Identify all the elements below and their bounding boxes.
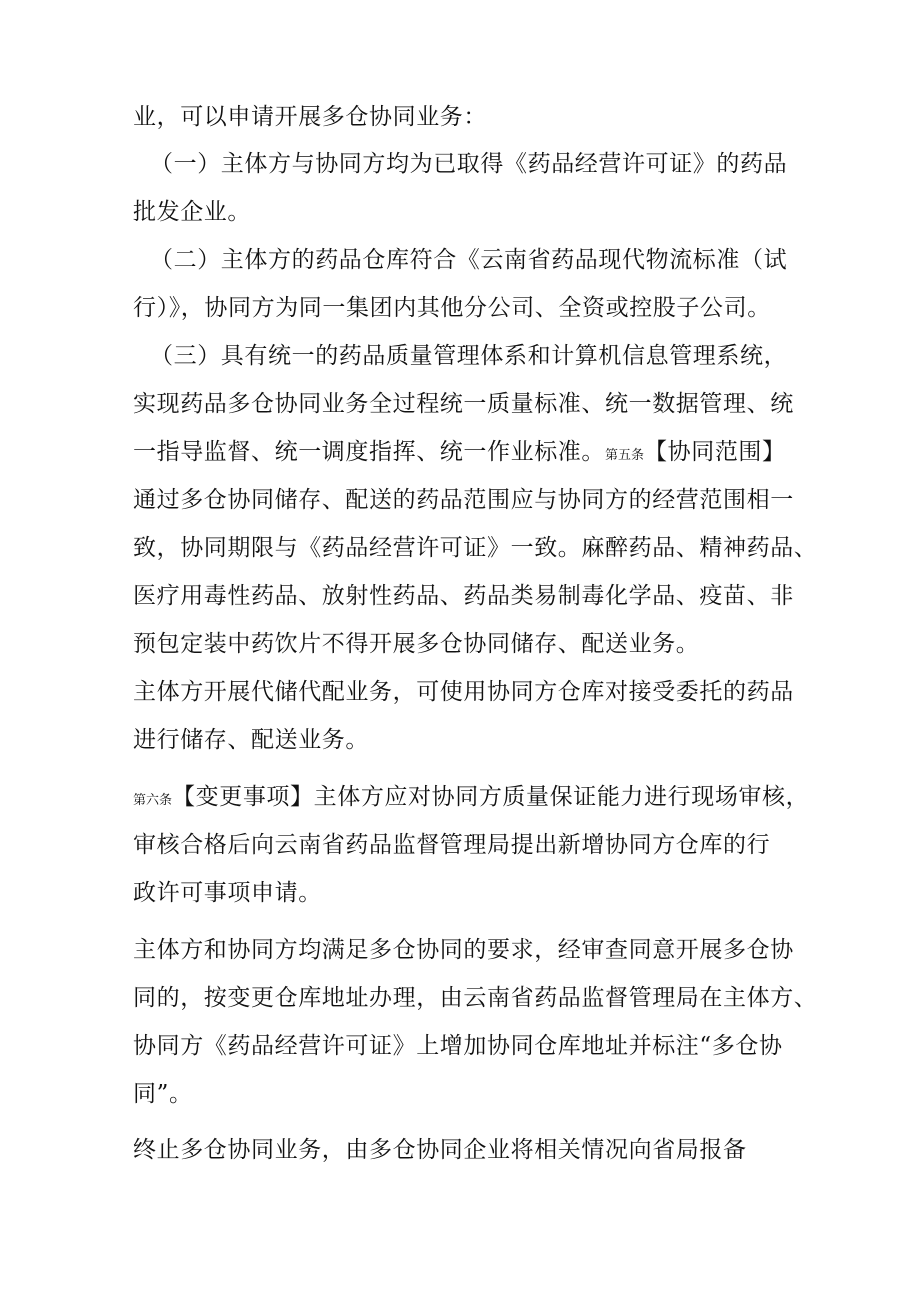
text-line: 协同方《药品经营许可证》上增加协同仓库地址并标注“多仓协 <box>133 1033 783 1059</box>
text-line: 审核合格后向云南省药品监督管理局提出新增协同方仓库的行 <box>133 832 771 858</box>
text-line: 医疗用毒性药品、放射性药品、药品类易制毒化学品、疫苗、非 <box>133 583 794 609</box>
text-line: 行）》，协同方为同一集团内其他分公司、全资或控股子公司。 <box>133 295 771 321</box>
text-line: 主体方开展代储代配业务，可使用协同方仓库对接受委托的药品 <box>133 679 794 705</box>
text-line-with-article <box>133 437 786 471</box>
text-line: 终止多仓协同业务，由多仓协同企业将相关情况向省局报备 <box>133 1137 747 1163</box>
article-six-label: 第六条 <box>133 793 173 808</box>
text-line: 主体方和协同方均满足多仓协同的要求，经审查同意开展多仓协 <box>133 937 794 963</box>
clause-three-line: （三）具有统一的药品质量管理体系和计算机信息管理系统， <box>150 343 788 369</box>
text-segment: 一指导监督、统一调度指挥、统一作业标准。 <box>133 439 605 465</box>
text-line: 批发企业。 <box>133 199 251 225</box>
text-line-with-article <box>133 782 809 816</box>
text-line: 预包定装中药饮片不得开展多仓协同储存、配送业务。 <box>133 631 700 657</box>
text-line: 政许可事项申请。 <box>133 880 322 906</box>
text-line: 实现药品多仓协同业务全过程统一质量标准、统一数据管理、统 <box>133 391 794 417</box>
article-five-label: 第五条 <box>605 448 645 463</box>
text-line: 进行储存、配送业务。 <box>133 727 369 753</box>
clause-one-line: （一）主体方与协同方均为已取得《药品经营许可证》的药品 <box>150 151 788 177</box>
text-line: 同”。 <box>133 1081 193 1107</box>
section-heading-scope: 【协同范围】 <box>644 439 786 465</box>
text-line: 致，协同期限与《药品经营许可证》一致。麻醉药品、精神药品、 <box>133 535 818 561</box>
clause-two-line: （二）主体方的药品仓库符合《云南省药品现代物流标准（试 <box>150 247 788 273</box>
text-line: 同的，按变更仓库地址办理，由云南省药品监督管理局在主体方、 <box>133 985 818 1011</box>
text-line: 通过多仓协同储存、配送的药品范围应与协同方的经营范围相一 <box>133 487 794 513</box>
section-heading-change: 【变更事项】主体方应对协同方质量保证能力进行现场审核， <box>172 784 810 810</box>
text-line: 业，可以申请开展多仓协同业务： <box>133 104 487 130</box>
